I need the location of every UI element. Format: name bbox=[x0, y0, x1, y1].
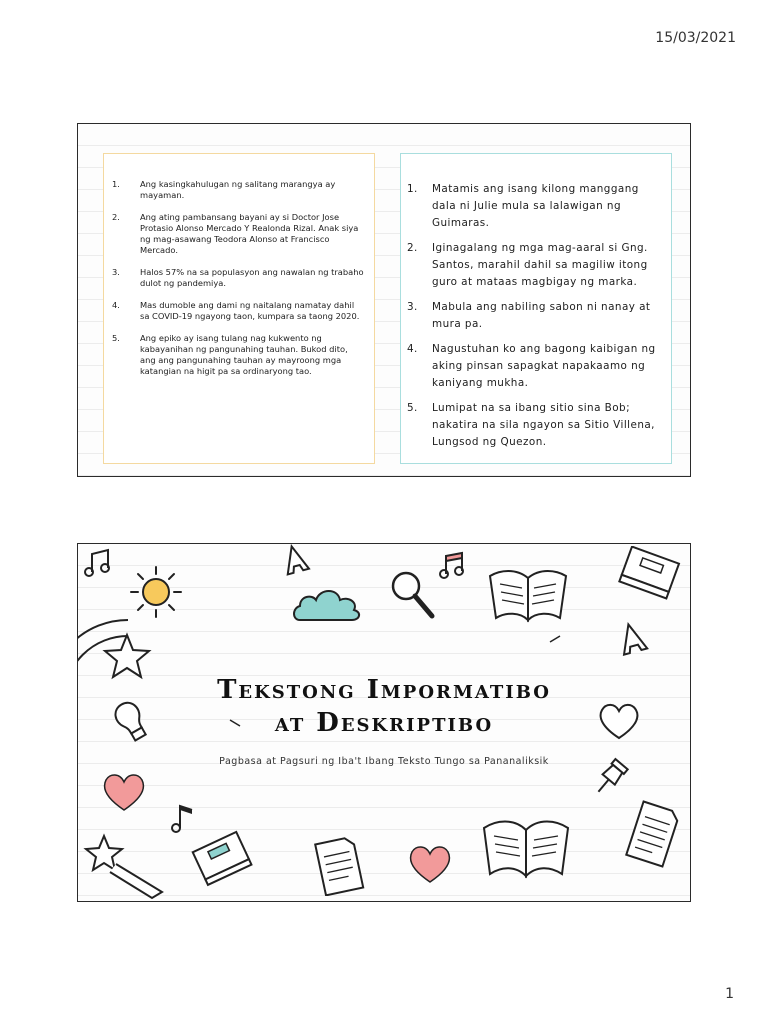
item-number: 5. bbox=[112, 333, 120, 343]
right-examples-list bbox=[401, 154, 671, 451]
slide-subtitle: Pagbasa at Pagsuri ng Iba't Ibang Teksto Tungo sa Pananaliksik bbox=[219, 756, 549, 767]
open-book-icon bbox=[480, 814, 572, 884]
book-icon bbox=[188, 826, 258, 890]
left-examples-list bbox=[104, 154, 374, 377]
star-icon bbox=[102, 632, 152, 680]
letter-a-icon bbox=[278, 543, 312, 576]
item-number: 3. bbox=[112, 267, 120, 277]
item-number: 3. bbox=[407, 301, 418, 313]
squiggle-icon bbox=[548, 634, 562, 644]
list-item bbox=[112, 300, 364, 322]
document-icon bbox=[310, 834, 368, 896]
slide-title bbox=[77, 543, 691, 902]
left-examples-box bbox=[103, 153, 375, 464]
heart-icon bbox=[100, 770, 148, 814]
item-text: Ang epiko ay isang tulang nag kukwento ng kabayanihan ng pangunahing tauhan. Bukod dito, ang ang pangunahing tauhan ay mayroong mga katangian na higit pa sa ordinaryong tao. bbox=[140, 333, 348, 376]
item-text: Ang kasingkahulugan ng salitang marangya ay mayaman. bbox=[140, 179, 336, 200]
magnifier-icon bbox=[384, 566, 440, 622]
list-item bbox=[407, 240, 663, 291]
document-icon bbox=[622, 798, 684, 870]
list-item bbox=[407, 400, 663, 451]
item-number: 2. bbox=[407, 242, 418, 254]
page-number: 1 bbox=[725, 986, 734, 1002]
item-number: 4. bbox=[112, 300, 120, 310]
slide-examples bbox=[77, 123, 691, 477]
page-date: 15/03/2021 bbox=[655, 30, 736, 46]
item-text: Halos 57% na sa populasyon ang nawalan ng trabaho dulot ng pandemiya. bbox=[140, 267, 364, 288]
slide-title-line-1: Tekstong Impormatibo bbox=[217, 675, 551, 705]
music-note-icon bbox=[82, 546, 116, 580]
item-text: Nagustuhan ko ang bagong kaibigan ng aking pinsan sapagkat napakaamo ng kaniyang mukha. bbox=[432, 343, 656, 389]
title-block bbox=[78, 674, 690, 767]
item-text: Matamis ang isang kilong manggang dala ni Julie mula sa lalawigan ng Guimaras. bbox=[432, 183, 639, 229]
slide-title-line-2: at Deskriptibo bbox=[274, 708, 494, 738]
open-book-icon bbox=[486, 564, 570, 628]
shooting-star-icon bbox=[82, 832, 172, 900]
book-icon bbox=[614, 546, 684, 600]
music-note-icon bbox=[438, 550, 468, 582]
item-text: Lumipat na sa ibang sitio sina Bob; nakatira na sila ngayon sa Sitio Villena, Lungsod ng Quezon. bbox=[432, 402, 655, 448]
item-text: Mabula ang nabiling sabon ni nanay at mura pa. bbox=[432, 301, 651, 330]
list-item bbox=[112, 267, 364, 289]
item-number: 2. bbox=[112, 212, 120, 222]
list-item bbox=[407, 341, 663, 392]
item-number: 5. bbox=[407, 402, 418, 414]
letter-a-icon bbox=[614, 620, 650, 656]
item-number: 1. bbox=[407, 183, 418, 195]
cloud-icon bbox=[290, 584, 366, 626]
item-text: Mas dumoble ang dami ng naitalang namatay dahil sa COVID-19 ngayong taon, kumpara sa taong 2020. bbox=[140, 300, 360, 321]
list-item bbox=[112, 212, 364, 256]
right-examples-box bbox=[400, 153, 672, 464]
item-text: Ang ating pambansang bayani ay si Doctor Jose Protasio Alonso Mercado Y Realonda Rizal. Anak siya ng mag-asawang Teodora Alonso at Francisco Mercado. bbox=[140, 212, 359, 255]
list-item bbox=[407, 181, 663, 232]
list-item bbox=[407, 299, 663, 333]
list-item bbox=[112, 179, 364, 201]
item-number: 1. bbox=[112, 179, 120, 189]
item-number: 4. bbox=[407, 343, 418, 355]
item-text: Iginagalang ng mga mag-aaral si Gng. Santos, marahil dahil sa magiliw itong guro at mataas magbigay ng marka. bbox=[432, 242, 648, 288]
list-item bbox=[112, 333, 364, 377]
heart-icon bbox=[406, 842, 454, 886]
